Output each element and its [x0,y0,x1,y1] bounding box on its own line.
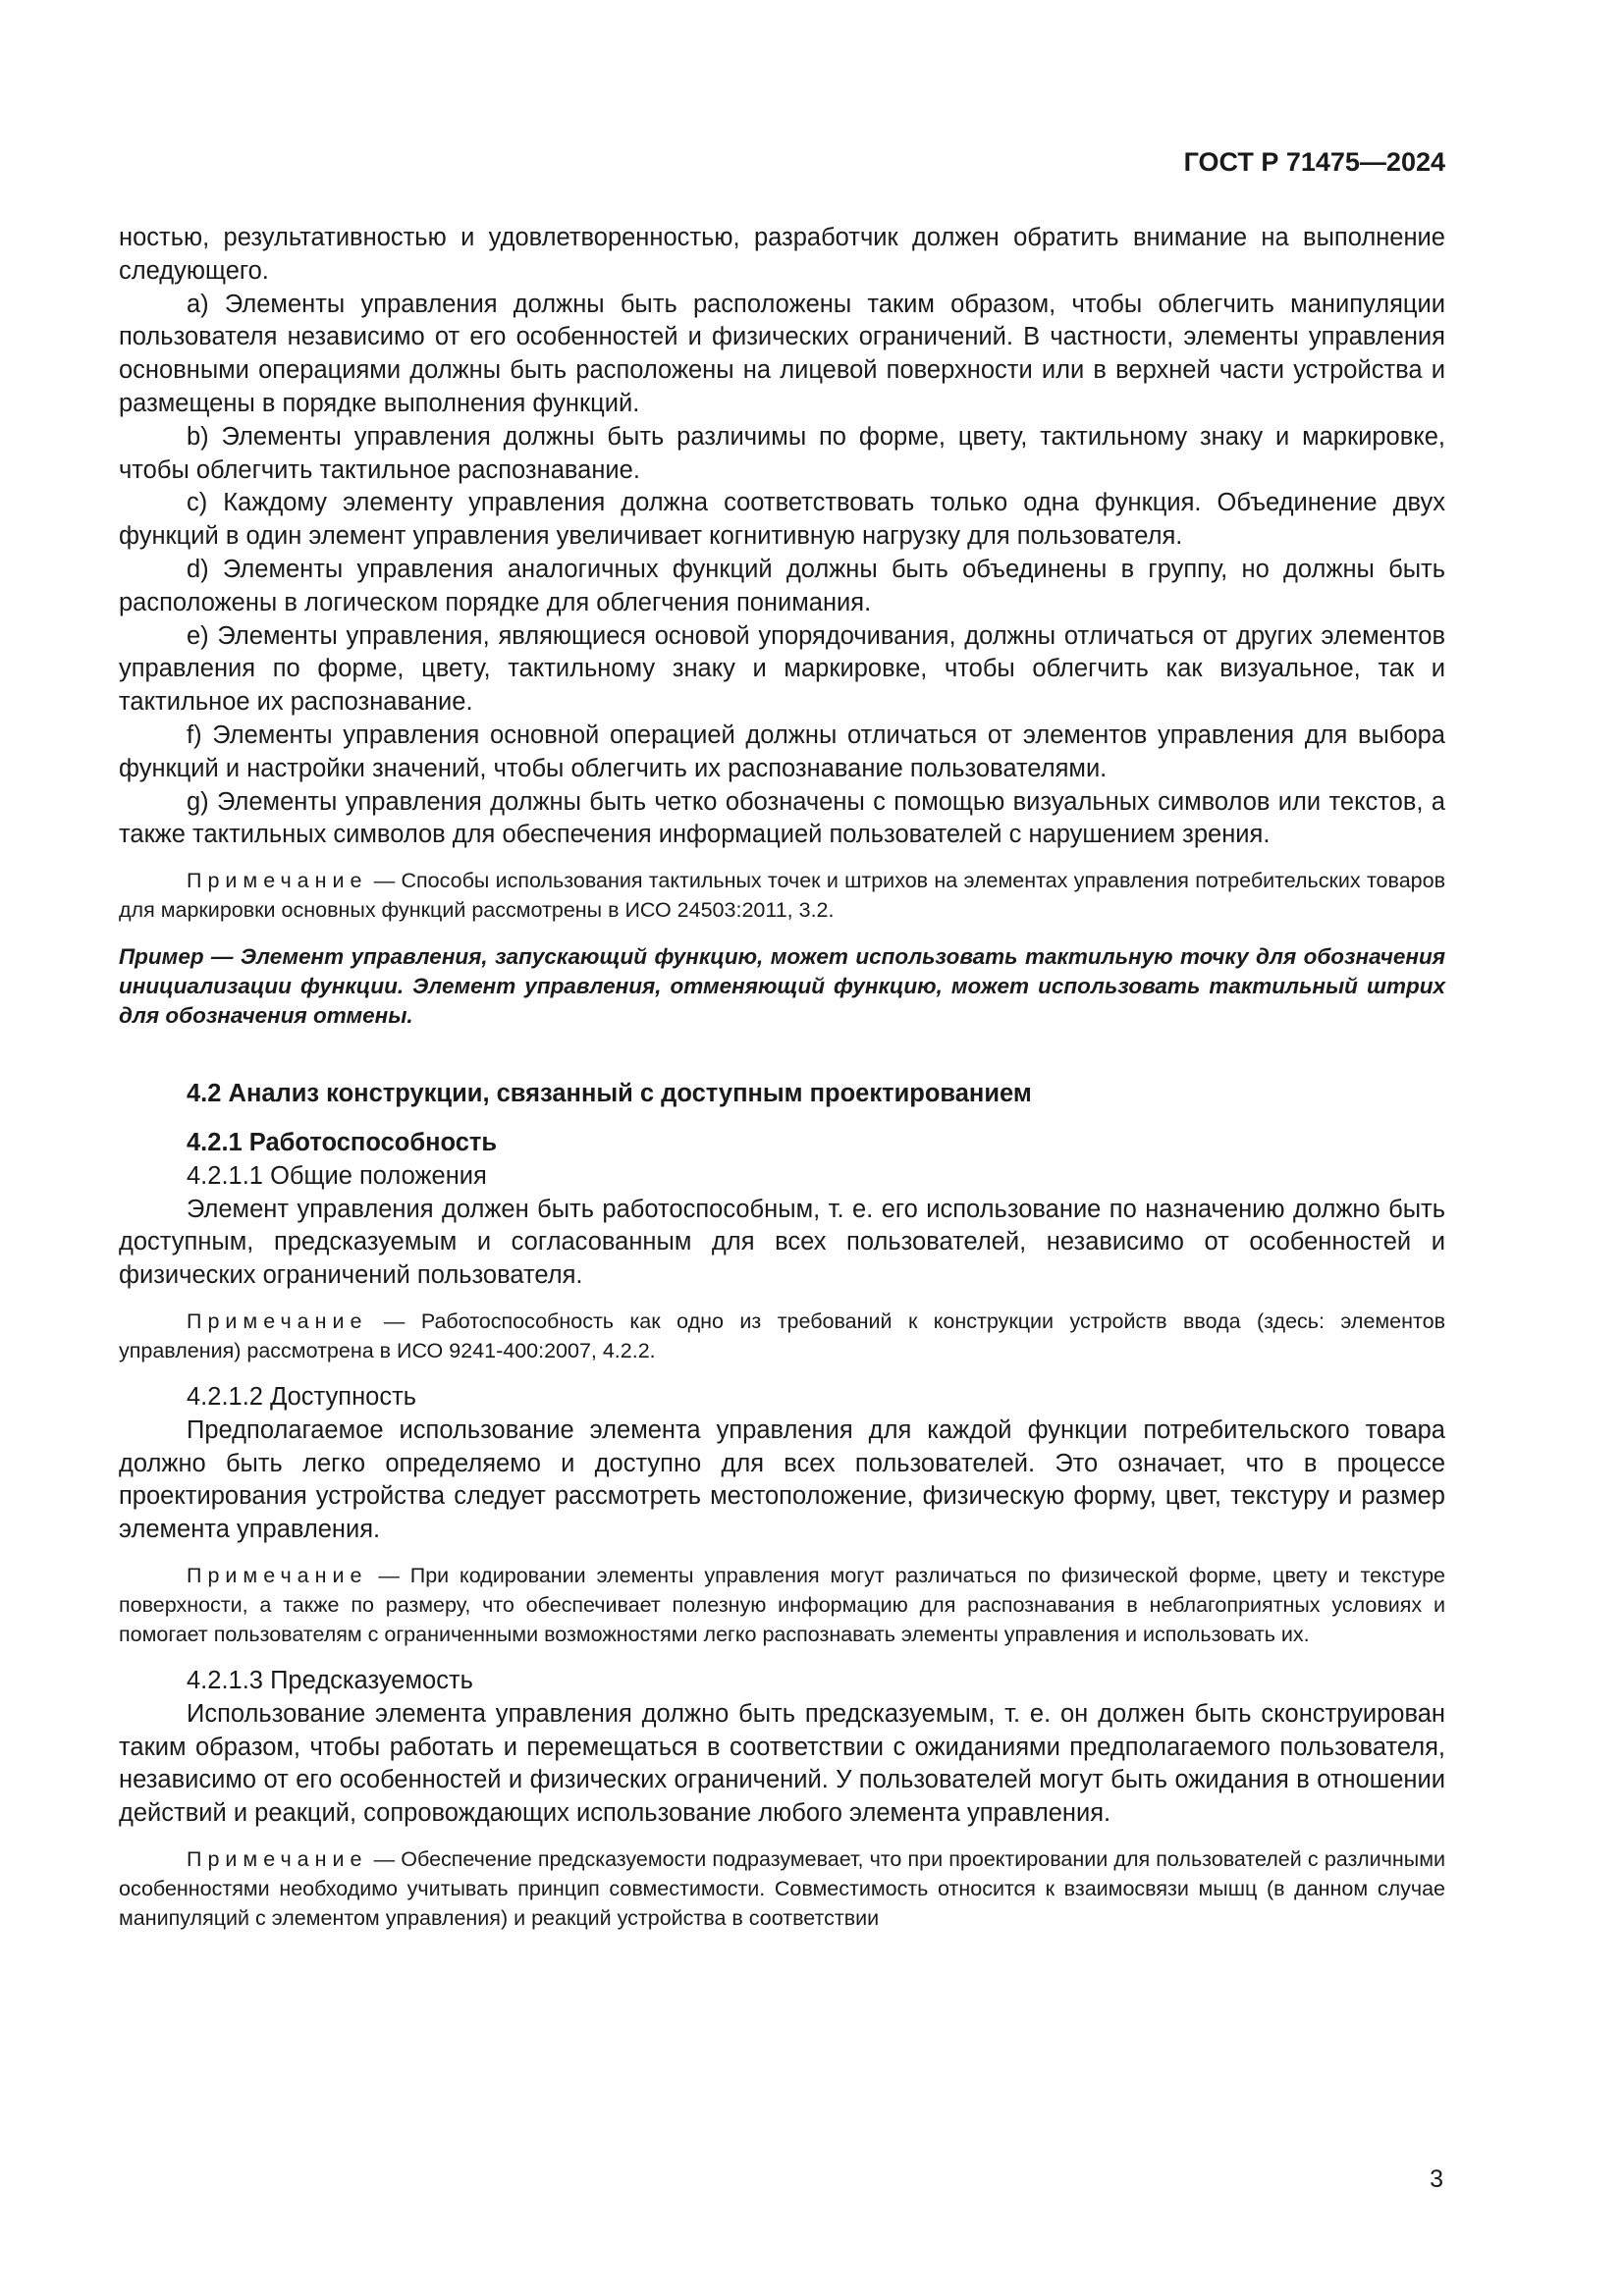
section-heading-4-2-1: 4.2.1 Работоспособность [187,1128,498,1156]
note-text: — При кодировании элементы управления могут различаться по физической форме, цвету и текстуре поверхности, а также по размеру, что обеспечивает полезную информацию для распознавания в неблагоприятных условиях и помогает пользователям с ограниченными возможностями легко распознавать элементы управления и использовать их. [119,1563,1445,1646]
note-label: Примечание [187,1308,368,1333]
note-label: Примечание [187,869,368,893]
section-heading-4-2-1-3: 4.2.1.3 Предсказуемость [187,1666,473,1694]
paragraph-continuation: ностью, результативностью и удовлетворенностью, разработчик должен обратить внимание на выполнение следующего. [119,224,1445,285]
note-label: Примечание [187,1846,368,1871]
list-item-b: b) Элементы управления должны быть различимы по форме, цвету, тактильному знаку и маркировке, чтобы облегчить тактильное распознавание. [119,422,1445,484]
note-3 [119,1561,1445,1649]
example-text: Пример — Элемент управления, запускающий функцию, может использовать тактильную точку для обозначения инициализации функции. Элемент управления, отменяющий функцию, может использовать тактильный штрих для обозначения отмены. [119,944,1445,1029]
note-text: — Обеспечение предсказуемости подразумевает, что при проектировании для пользователей с различными особенностями необходимо учитывать принцип совместимости. Совместимость относится к взаимосвязи мышц (в данном случае манипуляций с элементом управления) и реакций устройства в соответствии [119,1846,1445,1930]
note-1 [119,866,1445,925]
list-item-g: g) Элементы управления должны быть четко обозначены с помощью визуальных символов или текстов, а также тактильных символов для обеспечения информацией пользователей с нарушением зрения. [119,787,1445,849]
page-number: 3 [1430,2165,1443,2193]
page-body [119,222,1445,1933]
section-heading-4-2: 4.2 Анализ конструкции, связанный с доступным проектированием [187,1080,1032,1108]
note-2 [119,1307,1445,1365]
list-item-c: c) Каждому элементу управления должна соответствовать только одна функция. Объединение двух функций в один элемент управления увеличивает когнитивную нагрузку для пользователя. [119,489,1445,551]
paragraph-4-2-1-1: Элемент управления должен быть работоспособным, т. е. его использование по назначению должно быть доступным, предсказуемым и согласованным для всех пользователей, независимо от особенностей и физических ограничений пользователя. [119,1195,1445,1290]
paragraph-4-2-1-2: Предполагаемое использование элемента управления для каждой функции потребительского товара должно быть легко определяемо и доступно для всех пользователей. Это означает, что в процессе проектирования устройства следует рассмотреть местоположение, физическую форму, цвет, текстуру и размер элемента управления. [119,1415,1445,1544]
note-text: — Способы использования тактильных точек и штрихов на элементах управления потребительских товаров для маркировки основных функций рассмотрены в ИСО 24503:2011, 3.2. [119,869,1445,923]
list-item-d: d) Элементы управления аналогичных функций должны быть объединены в группу, но должны быть расположены в логическом порядке для облегчения понимания. [119,555,1445,616]
section-heading-4-2-1-2: 4.2.1.2 Доступность [187,1382,417,1411]
document-id: ГОСТ Р 71475—2024 [1183,147,1445,177]
note-label: Примечание [187,1563,368,1587]
paragraph-4-2-1-3: Использование элемента управления должно быть предсказуемым, т. е. он должен быть сконструирован таким образом, чтобы работать и перемещаться в соответствии с ожиданиями предполагаемого пользователя, независимо от его особенностей и физических ограничений. У пользователей могут быть ожидания в отношении действий и реакций, сопровождающих использование любого элемента управления. [119,1699,1445,1828]
note-4 [119,1844,1445,1933]
note-text: — Работоспособность как одно из требований к конструкции устройств ввода (здесь: элементов управления) рассмотрена в ИСО 9241-400:2007, 4.2.2. [119,1308,1445,1362]
list-item-e: e) Элементы управления, являющиеся основой упорядочивания, должны отличаться от других элементов управления по форме, цвету, тактильному знаку и маркировке, чтобы облегчить как визуальное, так и тактильное их распознавание. [119,621,1445,717]
section-heading-4-2-1-1: 4.2.1.1 Общие положения [187,1161,487,1190]
list-item-f: f) Элементы управления основной операцией должны отличаться от элементов управления для выбора функций и настройки значений, чтобы облегчить их распознавание пользователями. [119,721,1445,782]
list-item-a: a) Элементы управления должны быть расположены таким образом, чтобы облегчить манипуляции пользователя независимо от его особенностей и физических ограничений. В частности, элементы управления основными операциями должны быть расположены на лицевой поверхности или в верхней части устройства и размещены в порядке выполнения функций. [119,290,1445,417]
